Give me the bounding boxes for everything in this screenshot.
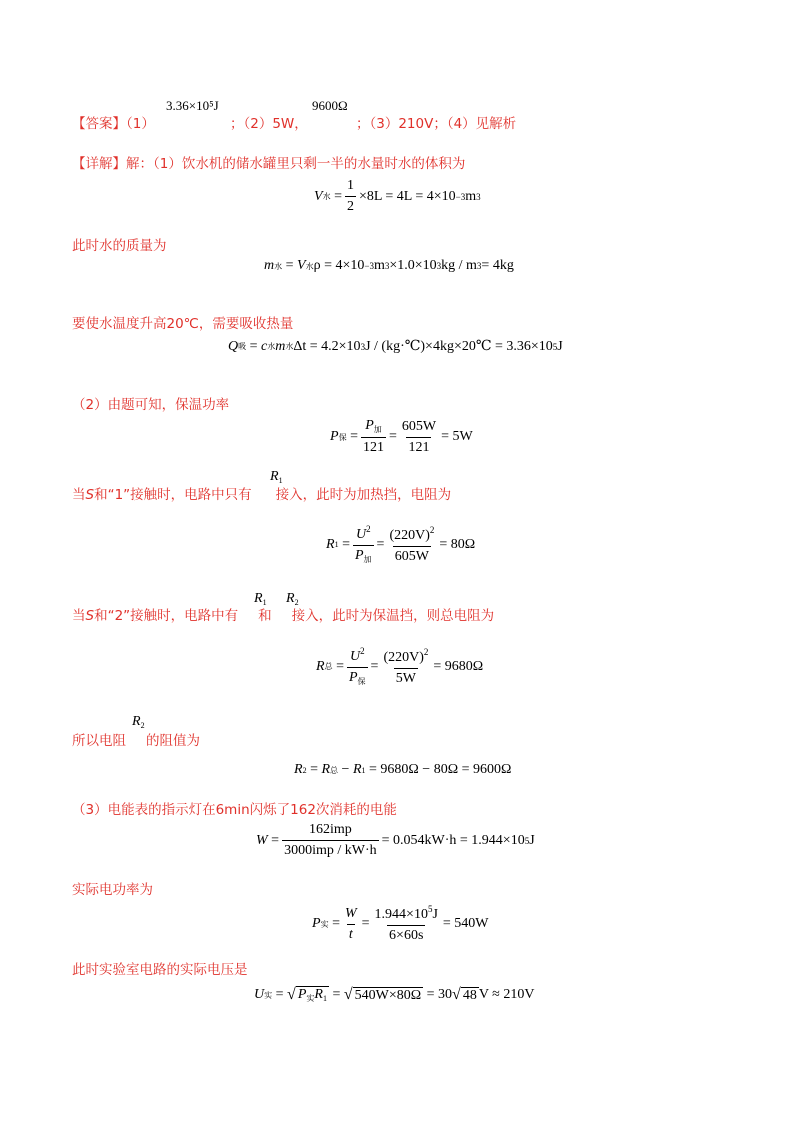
formula-volume-sub: 水 bbox=[322, 192, 331, 201]
formula-mass-rhs1: ρ = 4×10 bbox=[313, 258, 365, 273]
s1-b: 和“1”接触时，电路中只有 bbox=[94, 487, 252, 503]
formula-heat-rhs3: J bbox=[557, 338, 563, 354]
formula-power-den2: 6×60s bbox=[387, 925, 425, 944]
s1-line bbox=[72, 483, 451, 503]
fraction-energy bbox=[282, 822, 379, 859]
formula-mass-exp3: 3 bbox=[436, 261, 442, 271]
formula-heat: Q 吸 = c 水 m 水 Δt = 4.2×10 3 J / (kg·℃)×4kg×20℃ = 3.36×10 5 J bbox=[228, 338, 563, 354]
power-intro: 实际电功率为 bbox=[72, 882, 153, 898]
r2-sub: 2 bbox=[294, 598, 299, 607]
formula-rtotal-result: = 9680Ω bbox=[433, 658, 484, 674]
answer-label: 【答案】 bbox=[72, 116, 126, 132]
voltage-intro: 此时实验室电路的实际电压是 bbox=[72, 962, 248, 978]
formula-power-num2: 1.944×10 bbox=[374, 907, 428, 922]
formula-voltage-inner-sub: 实 bbox=[306, 994, 315, 1003]
s1-c: 接入，此时为加热挡，电阻为 bbox=[275, 487, 452, 503]
fraction-rtotal-1: $\frac{U^2}{P_保}$ bbox=[348, 646, 366, 686]
answer-part2: ；（2）5W， bbox=[230, 116, 308, 132]
formula-voltage-rhs2: 48 bbox=[462, 987, 477, 1003]
fraction-rtotal-2 bbox=[381, 647, 430, 687]
formula-volume-exp: −3 bbox=[455, 191, 466, 202]
formula-mass-sub-v: 水 bbox=[305, 261, 314, 271]
r2-intro: 所以电阻 bbox=[72, 733, 126, 749]
formula-energy-exp: 5 bbox=[524, 835, 530, 846]
r2-intro2: 的阻值为 bbox=[146, 733, 200, 749]
s2-and: 和 bbox=[258, 608, 272, 624]
s1-s: S bbox=[85, 487, 95, 503]
mass-intro: 此时水的质量为 bbox=[72, 238, 167, 254]
formula-pkeep-den: 121 bbox=[361, 437, 386, 456]
answer-part3: ；（3）210V；（4）见解析 bbox=[356, 116, 517, 132]
s2-b: 和“2”接触时，电路中有 bbox=[94, 608, 239, 624]
formula-energy-num: 162imp bbox=[308, 822, 352, 837]
formula-energy: W = $\frac{\text{162imp}}{\text{3000imp / kW·h}}$ = 0.054kW·h = 1.944×10 5 J bbox=[256, 822, 535, 858]
s2-a: 当 bbox=[72, 608, 86, 624]
formula-voltage-rhs1: = 30 bbox=[426, 987, 453, 1002]
formula-volume-unit: m bbox=[465, 188, 477, 204]
formula-voltage-rhs3: V ≈ 210V bbox=[478, 987, 535, 1002]
formula-heat-rhs2: J / (kg·℃)×4kg×20℃ = 3.36×10 bbox=[365, 339, 553, 354]
fraction-pkeep-2 bbox=[400, 419, 438, 456]
formula-r1-num-exp: 2 bbox=[366, 524, 371, 534]
formula-rtotal-num2: (220V) bbox=[383, 649, 424, 665]
part3-intro: （3）电能表的指示灯在6min闪烁了162次消耗的电能 bbox=[72, 802, 397, 818]
symbol-r1-inline bbox=[270, 469, 283, 485]
formula-volume-rhs: ×8L = 4L = 4×10 bbox=[358, 188, 456, 204]
symbol-r1-inline-2: $R_1$ bbox=[254, 591, 267, 607]
fraction-r1-1: $\frac{U^2}{P_加}$ bbox=[354, 524, 372, 564]
detail-line bbox=[72, 152, 465, 172]
formula-mass-sub-m: 水 bbox=[274, 261, 283, 271]
formula-voltage-mid: 540W×80Ω bbox=[354, 987, 422, 1003]
formula-energy-den: 3000imp / kW·h bbox=[282, 840, 379, 859]
formula-r1-num: U bbox=[355, 527, 367, 542]
formula-mass-exp4: 3 bbox=[476, 261, 482, 271]
formula-power-num2-exp: 5 bbox=[427, 904, 433, 914]
formula-volume: V 水 = $\frac{1}{2}$ ×8L = 4L = 4×10 −3 m 3 bbox=[314, 178, 481, 214]
symbol-r2-inline bbox=[286, 591, 299, 607]
detail-label: 【详解】 bbox=[72, 156, 126, 172]
formula-pkeep-num-sub: 加 bbox=[373, 425, 382, 434]
formula-pkeep-num2: 605W bbox=[401, 418, 437, 434]
formula-pkeep-num: P bbox=[365, 418, 374, 433]
formula-r2: R 2 = R 总 − R 1 = 9680Ω − 80Ω = 9600Ω bbox=[294, 762, 512, 777]
formula-r1-result: = 80Ω bbox=[439, 536, 476, 552]
formula-rtotal-sub: 总 bbox=[324, 662, 333, 671]
answer-line bbox=[72, 112, 155, 132]
formula-r2-sub-total: 总 bbox=[330, 765, 339, 775]
formula-mass-rhs3: ×1.0×10 bbox=[389, 258, 437, 273]
formula-mass-rhs2: m bbox=[373, 258, 385, 273]
formula-heat-sub-c: 水 bbox=[267, 342, 276, 351]
formula-power-num2-unit: J bbox=[432, 907, 438, 922]
r1-label: R bbox=[270, 469, 279, 484]
formula-pkeep-result: = 5W bbox=[441, 429, 473, 444]
formula-rtotal-den-sub: 保 bbox=[357, 677, 366, 686]
formula-r-total: R 总 = $\frac{U^2}{P_保}$ = $\frac{(220V)^2}{5W}$ = 9680Ω bbox=[316, 646, 484, 686]
r2-label: R bbox=[286, 591, 295, 606]
s1-a: 当 bbox=[72, 487, 86, 503]
formula-r1: R 1 = $\frac{U^2}{P_加}$ = $\frac{(220V)^2}{605W}$ = 80Ω bbox=[326, 524, 476, 564]
formula-r1-num2: (220V) bbox=[389, 527, 430, 543]
part2-intro: （2）由题可知，保温功率 bbox=[72, 397, 230, 413]
formula-pkeep-sub: 保 bbox=[338, 432, 347, 442]
heat-intro: 要使水温度升高20℃，需要吸收热量 bbox=[72, 316, 294, 332]
fraction-pkeep-1 bbox=[361, 418, 386, 456]
formula-power-sub: 实 bbox=[320, 919, 329, 929]
s2-s: S bbox=[85, 608, 95, 624]
answer-part1: （1） bbox=[126, 116, 155, 132]
formula-r1-num2-exp: 2 bbox=[429, 524, 435, 535]
formula-power-den1: t bbox=[348, 926, 353, 942]
answer-value-2: 9600Ω bbox=[312, 98, 348, 113]
symbol-r2-inline-2: $R_2$ bbox=[132, 714, 145, 730]
fraction-power-2 bbox=[373, 904, 440, 944]
formula-mass-rhs4: kg / m bbox=[441, 258, 477, 273]
formula-rtotal-num2-exp: 2 bbox=[423, 646, 429, 657]
formula-r2-rhs: = 9680Ω − 80Ω = 9600Ω bbox=[369, 762, 512, 777]
s2-line bbox=[72, 604, 494, 624]
formula-volume-unit-exp: 3 bbox=[476, 191, 481, 202]
formula-heat-sub-m: 水 bbox=[285, 342, 294, 351]
formula-voltage-sub: 实 bbox=[264, 990, 273, 1000]
fraction-half: $\frac{1}{2}$ bbox=[346, 178, 354, 214]
r2-intro-line bbox=[72, 729, 200, 749]
fraction-power-1 bbox=[343, 906, 359, 943]
formula-mass-exp2: 3 bbox=[384, 261, 390, 271]
formula-mass-exp1: −3 bbox=[364, 261, 374, 271]
formula-power-result: = 540W bbox=[442, 916, 489, 931]
formula-r1-den-sub: 加 bbox=[363, 555, 372, 564]
formula-heat-exp1: 3 bbox=[360, 341, 366, 352]
formula-power: P 实 = $\frac{W}{t}$ = $\frac{1.944\times 10^5J}{6\times 60s}$ = 540W bbox=[312, 904, 489, 943]
formula-power-num1: W bbox=[344, 905, 357, 921]
r1-sub: 1 bbox=[278, 476, 283, 485]
formula-mass: m 水 = V 水 ρ = 4×10 −3 m 3 ×1.0×10 3 kg / m 3 = 4kg bbox=[264, 258, 514, 273]
formula-mass-rhs5: = 4kg bbox=[481, 258, 514, 273]
formula-pkeep-den2: 121 bbox=[406, 437, 431, 456]
formula-r1-den2: 605W bbox=[393, 546, 431, 565]
formula-power-keep: P 保 = $\frac{P_加}{121}$ = $\frac{605W}{121}$ = 5W bbox=[330, 418, 473, 455]
formula-heat-rhs1: Δt = 4.2×10 bbox=[293, 338, 361, 354]
formula-voltage: U 实 = √ $P_实R_1$ = √ 540W×80Ω = 30 √ 48 V ≈ 210V bbox=[254, 986, 535, 1003]
formula-heat-exp2: 5 bbox=[552, 341, 558, 352]
formula-heat-sub-q: 吸 bbox=[238, 342, 247, 351]
detail-text: 解：（1）饮水机的储水罐里只剩一半的水量时水的体积为 bbox=[126, 156, 466, 172]
fraction-r1-2 bbox=[387, 525, 436, 565]
formula-energy-rhs: = 0.054kW·h = 1.944×10 bbox=[381, 832, 525, 848]
answer-value-1: 3.36×10⁵J bbox=[166, 98, 219, 113]
formula-rtotal-den2: 5W bbox=[394, 668, 418, 687]
formula-energy-unit: J bbox=[529, 832, 535, 848]
s2-c: 接入，此时为保温挡，则总电阻为 bbox=[291, 608, 495, 624]
